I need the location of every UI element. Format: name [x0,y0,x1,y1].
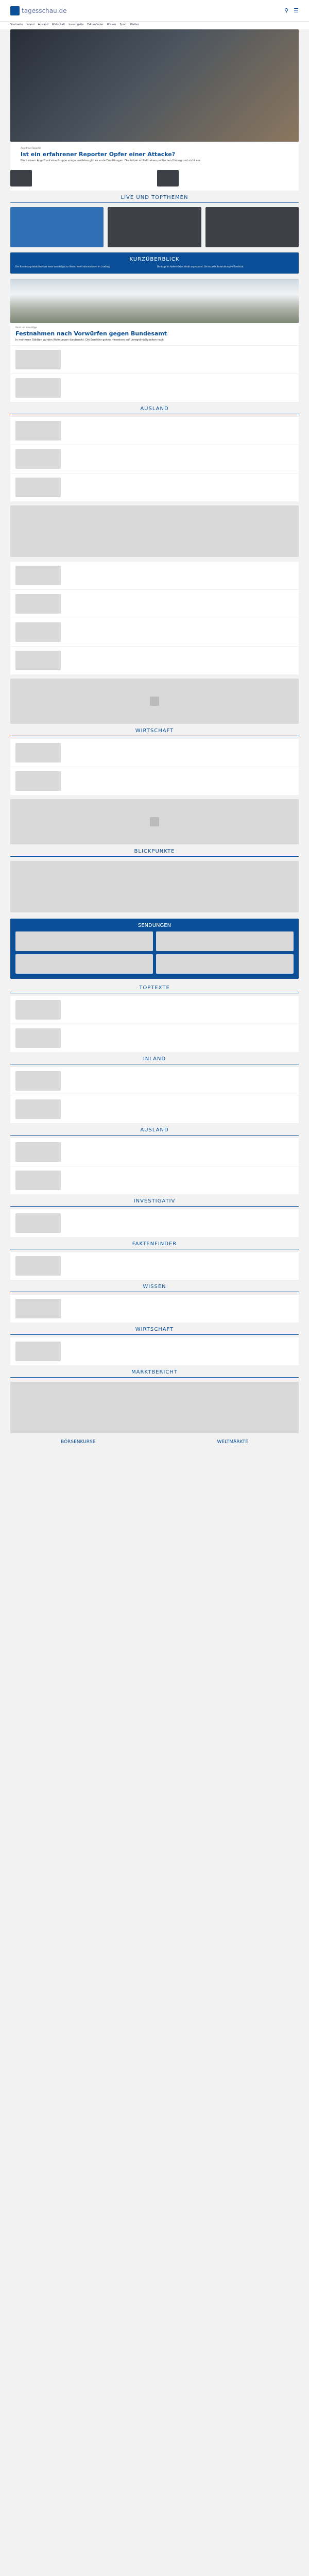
sendung-card[interactable] [156,954,294,974]
feature-image[interactable] [10,279,299,323]
section-inland: INLAND [0,1056,309,1064]
kurz-left[interactable]: Der Bundestag debattiert über neue Vorschläge zur Rente. Mehr Informationen im Liveblog. [15,265,111,268]
feature-kicker: Streit um Vorschläge [15,326,37,329]
sendungen-title: SENDUNGEN [138,923,171,928]
list-item[interactable] [10,1209,299,1237]
top-bar [0,0,309,22]
kurzueberblick-title: KURZÜBERBLICK [129,257,180,262]
list-item[interactable] [10,445,299,473]
list-item[interactable] [10,1138,299,1166]
list-item[interactable] [10,1095,299,1123]
nav-startseite[interactable]: Startseite [10,23,23,26]
media-placeholder[interactable] [10,1382,299,1433]
market-boersenkurse[interactable]: BÖRSENKURSE [61,1439,96,1445]
top-story-teaser: Nach einem Angriff auf eine Gruppe von Journalisten gibt es erste Ermittlungen. Die Polizei schließt einen politischen Hintergrund nicht aus. [21,159,201,162]
nav-faktenfinder[interactable]: Faktenfinder [87,23,104,26]
section-blickpunkte: BLICKPUNKTE [0,849,309,857]
list-item[interactable] [10,1166,299,1194]
media-placeholder[interactable] [10,861,299,912]
media-placeholder[interactable] [10,505,299,557]
feature-teaser: In mehreren Städten wurden Wohnungen durchsucht. Die Ermittler gehen Hinweisen auf Unregelmäßigkeiten nach. [15,338,165,342]
list-item[interactable] [10,1294,299,1323]
list-item[interactable] [10,1337,299,1365]
list-item[interactable] [10,1024,299,1052]
section-wirtschaft: WIRTSCHAFT [0,728,309,736]
list-item[interactable] [10,374,299,402]
kurz-right[interactable]: Die Lage im Nahen Osten bleibt angespannt. Die aktuelle Entwicklung im Überblick. [157,265,244,268]
list-item[interactable] [10,1066,299,1095]
video-card[interactable] [108,207,201,247]
top-story-kicker: Angriff auf Reporter [21,147,41,149]
main-nav [0,22,309,29]
top-story-headline[interactable]: Ist ein erfahrener Reporter Opfer einer Attacke? [21,151,176,158]
list-item[interactable] [10,345,299,374]
sendungen-box [10,919,299,979]
nav-wissen[interactable]: Wissen [107,23,116,26]
feature-story[interactable] [10,323,299,345]
story-pair-right[interactable] [157,170,299,187]
list-item[interactable] [10,738,299,767]
video-card[interactable] [10,207,104,247]
list-item[interactable] [10,473,299,501]
nav-ausland[interactable]: Ausland [38,23,48,26]
story-thumb[interactable] [10,170,32,187]
list-item[interactable] [10,618,299,646]
section-investigativ: INVESTIGATIV [0,1198,309,1207]
nav-inland[interactable]: Inland [26,23,35,26]
nav-sport[interactable]: Sport [119,23,127,26]
menu-icon[interactable]: ☰ [294,7,299,14]
list-item[interactable] [10,767,299,795]
list-item[interactable] [10,589,299,618]
sendung-card[interactable] [15,954,153,974]
logo-icon[interactable] [10,6,20,15]
nav-wirtschaft[interactable]: Wirtschaft [52,23,65,26]
list-item[interactable] [10,561,299,589]
story-pair [10,167,299,191]
story-pair-left[interactable] [10,170,152,187]
section-wirtschaft-2: WIRTSCHAFT [0,1327,309,1335]
section-faktenfinder: FAKTENFINDER [0,1241,309,1249]
media-placeholder[interactable] [10,679,299,724]
nav-wetter[interactable]: Wetter [130,23,139,26]
kurzueberblick-box [10,252,299,274]
list-item[interactable] [10,1251,299,1280]
media-placeholder[interactable] [10,799,299,844]
hero-image[interactable] [10,29,299,142]
sendung-card[interactable] [156,931,294,951]
section-marktbericht: MARKTBERICHT [0,1369,309,1378]
section-live: LIVE UND TOPTHEMEN [0,195,309,203]
list-item[interactable] [10,646,299,674]
market-links [0,1439,309,1445]
section-ausland-2: AUSLAND [0,1127,309,1136]
list-item[interactable] [10,995,299,1024]
market-weltmaerkte[interactable]: WELTMÄRKTE [217,1439,248,1445]
search-icon[interactable]: ⚲ [284,7,289,14]
section-ausland: AUSLAND [0,406,309,414]
section-wissen: WISSEN [0,1284,309,1292]
nav-investigativ[interactable]: Investigativ [68,23,84,26]
section-toptexte: TOPTEXTE [0,985,309,993]
video-card[interactable] [205,207,299,247]
logo[interactable]: tagesschau.de [22,7,67,14]
list-item[interactable] [10,416,299,445]
feature-headline[interactable]: Festnahmen nach Vorwürfen gegen Bundesamt [15,330,167,337]
live-videos [10,207,299,247]
story-thumb[interactable] [157,170,179,187]
sendung-card[interactable] [15,931,153,951]
top-story[interactable] [10,142,299,167]
